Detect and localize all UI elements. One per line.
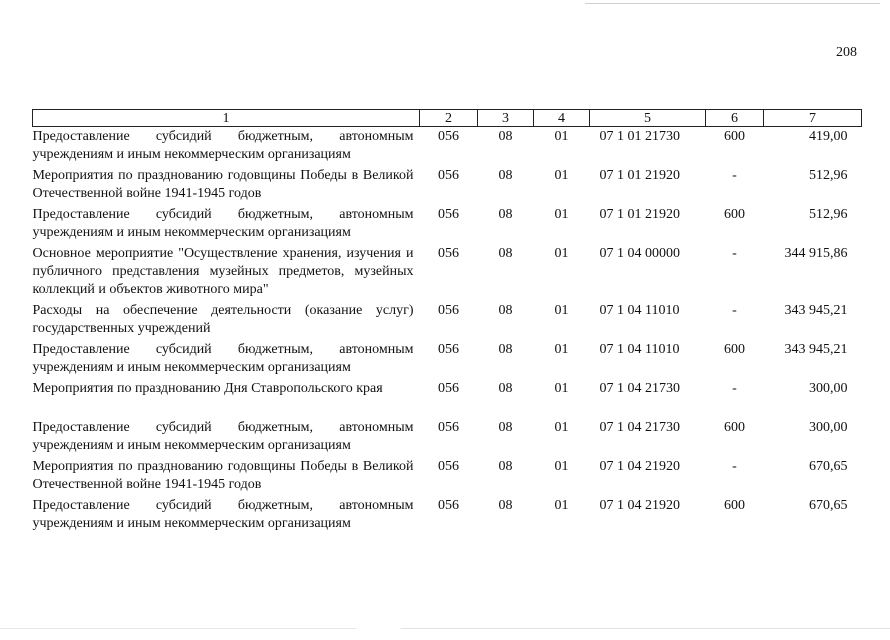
row-col-6: 600 xyxy=(724,207,745,222)
row-name: Предоставление субсидий бюджетным, автономным учреждениям и иным некоммерческим организациям xyxy=(32,129,414,162)
table-row xyxy=(33,301,862,340)
row-col-5: 07 1 01 21920 xyxy=(599,207,680,222)
header-col-2: 2 xyxy=(420,110,478,127)
table-row xyxy=(33,496,862,535)
row-col-3: 08 xyxy=(498,303,513,318)
row-name: Предоставление субсидий бюджетным, автономным учреждениям и иным некоммерческим организациям xyxy=(32,342,414,375)
row-name: Основное мероприятие "Осуществление хранения, изучения и публичного представления музейных предметов, музейных коллекций и объектов животного мира" xyxy=(32,246,414,297)
row-col-5: 07 1 04 21920 xyxy=(599,498,680,513)
row-col-3: 08 xyxy=(498,498,513,513)
table-row xyxy=(33,244,862,301)
budget-table xyxy=(32,109,862,535)
row-col-5: 07 1 04 21920 xyxy=(599,459,680,474)
scan-edge-bottom xyxy=(0,628,890,629)
row-col-6: 600 xyxy=(724,498,745,513)
header-col-3: 3 xyxy=(478,110,534,127)
row-col-3: 08 xyxy=(498,420,513,435)
row-col-6: - xyxy=(732,381,737,396)
row-col-4: 01 xyxy=(554,420,569,435)
row-col-2: 056 xyxy=(438,303,459,318)
row-col-2: 056 xyxy=(438,129,459,144)
row-col-7: 419,00 xyxy=(809,129,848,144)
row-col-2: 056 xyxy=(438,168,459,183)
row-col-7: 344 915,86 xyxy=(784,246,848,261)
row-col-6: 600 xyxy=(724,342,745,357)
row-col-2: 056 xyxy=(438,246,459,261)
header-col-7: 7 xyxy=(764,110,862,127)
row-name: Предоставление субсидий бюджетным, автономным учреждениям и иным некоммерческим организациям xyxy=(32,498,414,531)
row-col-6: - xyxy=(732,459,737,474)
page-number: 208 xyxy=(836,45,857,60)
row-col-5: 07 1 04 11010 xyxy=(599,303,680,318)
header-col-1: 1 xyxy=(33,110,420,127)
header-col-4: 4 xyxy=(534,110,590,127)
row-col-3: 08 xyxy=(498,207,513,222)
row-col-3: 08 xyxy=(498,381,513,396)
table-row xyxy=(33,340,862,379)
row-col-7: 670,65 xyxy=(809,498,848,513)
row-name: Мероприятия по празднованию Дня Ставропольского края xyxy=(32,381,383,396)
row-name: Расходы на обеспечение деятельности (оказание услуг) государственных учреждений xyxy=(32,303,414,336)
row-col-3: 08 xyxy=(498,129,513,144)
row-col-4: 01 xyxy=(554,168,569,183)
row-col-4: 01 xyxy=(554,129,569,144)
row-col-5: 07 1 04 21730 xyxy=(599,381,680,396)
row-col-7: 670,65 xyxy=(809,459,848,474)
table-row xyxy=(33,166,862,205)
row-col-7: 300,00 xyxy=(809,420,848,435)
row-col-4: 01 xyxy=(554,459,569,474)
header-row xyxy=(33,110,862,127)
scan-edge-top xyxy=(585,3,880,4)
row-col-4: 01 xyxy=(554,342,569,357)
table-row xyxy=(33,127,862,167)
table-row xyxy=(33,418,862,457)
row-col-2: 056 xyxy=(438,207,459,222)
header-col-6: 6 xyxy=(706,110,764,127)
row-col-7: 512,96 xyxy=(809,168,848,183)
row-col-2: 056 xyxy=(438,498,459,513)
row-col-4: 01 xyxy=(554,381,569,396)
row-col-3: 08 xyxy=(498,342,513,357)
row-col-2: 056 xyxy=(438,342,459,357)
row-col-5: 07 1 01 21730 xyxy=(599,129,680,144)
row-col-5: 07 1 04 21730 xyxy=(599,420,680,435)
row-col-7: 343 945,21 xyxy=(784,342,848,357)
table-row xyxy=(33,457,862,496)
row-col-3: 08 xyxy=(498,246,513,261)
row-col-7: 512,96 xyxy=(809,207,848,222)
row-name: Предоставление субсидий бюджетным, автономным учреждениям и иным некоммерческим организациям xyxy=(32,207,414,240)
table-row xyxy=(33,379,862,418)
row-col-7: 343 945,21 xyxy=(784,303,848,318)
row-col-4: 01 xyxy=(554,498,569,513)
header-col-5: 5 xyxy=(590,110,706,127)
table-row xyxy=(33,205,862,244)
row-name: Мероприятия по празднованию годовщины Победы в Великой Отечественной войне 1941-1945 годов xyxy=(32,459,414,492)
row-name: Мероприятия по празднованию годовщины Победы в Великой Отечественной войне 1941-1945 годов xyxy=(32,168,414,201)
row-col-5: 07 1 04 00000 xyxy=(599,246,680,261)
row-col-4: 01 xyxy=(554,303,569,318)
row-col-2: 056 xyxy=(438,381,459,396)
row-name: Предоставление субсидий бюджетным, автономным учреждениям и иным некоммерческим организациям xyxy=(32,420,414,453)
row-col-5: 07 1 01 21920 xyxy=(599,168,680,183)
row-col-5: 07 1 04 11010 xyxy=(599,342,680,357)
row-col-3: 08 xyxy=(498,459,513,474)
row-col-4: 01 xyxy=(554,207,569,222)
row-col-6: 600 xyxy=(724,129,745,144)
row-col-2: 056 xyxy=(438,420,459,435)
row-col-4: 01 xyxy=(554,246,569,261)
row-col-6: - xyxy=(732,168,737,183)
row-col-6: 600 xyxy=(724,420,745,435)
row-col-7: 300,00 xyxy=(809,381,848,396)
row-col-6: - xyxy=(732,303,737,318)
row-col-2: 056 xyxy=(438,459,459,474)
row-col-6: - xyxy=(732,246,737,261)
row-col-3: 08 xyxy=(498,168,513,183)
